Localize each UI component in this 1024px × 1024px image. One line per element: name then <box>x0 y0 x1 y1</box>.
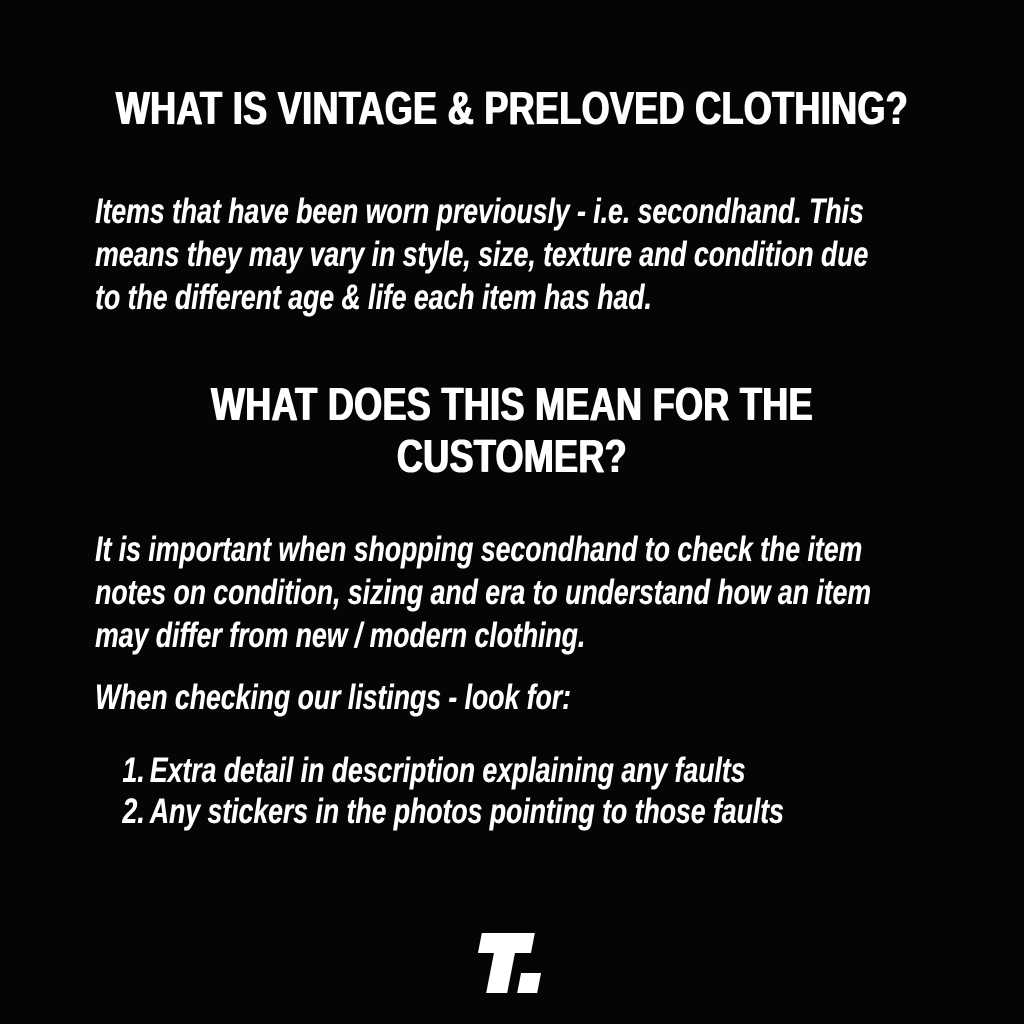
customer-paragraph <box>95 528 871 657</box>
paragraph-line: notes on condition, sizing and era to understand how an item <box>95 573 871 612</box>
list-item-text: Any stickers in the photos pointing to those faults <box>149 792 784 831</box>
intro-paragraph <box>95 190 868 319</box>
list-item-number: 1. <box>122 751 145 790</box>
section-heading-line: WHAT DOES THIS MEAN FOR THE <box>211 378 813 430</box>
list-item-text: Extra detail in description explaining any faults <box>149 751 746 790</box>
paragraph-line: It is important when shopping secondhand to check the item <box>95 530 863 569</box>
logo-t-dot <box>517 973 541 993</box>
list-item-number: 2. <box>122 792 145 831</box>
checklist <box>95 750 784 832</box>
section-heading <box>113 378 912 482</box>
list-item <box>95 791 784 832</box>
paragraph-line: Items that have been worn previously - i.e. secondhand. This <box>95 192 864 231</box>
paragraph-line: When checking our listings - look for: <box>95 678 571 717</box>
listings-intro <box>95 676 571 719</box>
paragraph-line: means they may vary in style, size, texture and condition due <box>95 235 869 274</box>
paragraph-line: to the different age & life each item has had. <box>95 278 652 317</box>
section-heading-line: CUSTOMER? <box>396 430 628 482</box>
brand-logo-t <box>470 933 549 993</box>
paragraph-line: may differ from new / modern clothing. <box>95 616 586 655</box>
list-item <box>95 750 784 791</box>
page-title-text: WHAT IS VINTAGE & PRELOVED CLOTHING? <box>115 82 909 134</box>
page-title <box>113 82 912 134</box>
